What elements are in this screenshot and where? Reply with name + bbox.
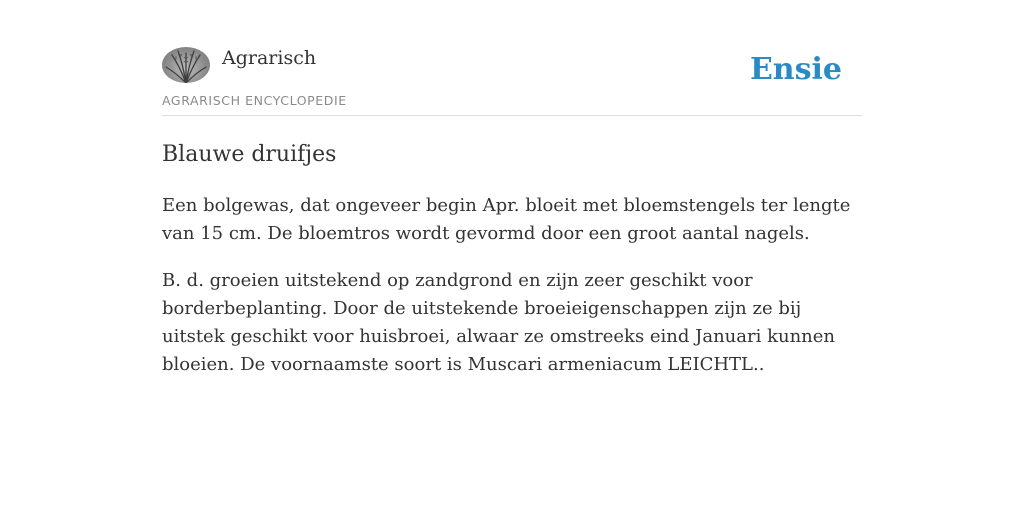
paragraph: Een bolgewas, dat ongeveer begin Apr. bloeit met bloemstengels ter lengte van 15 cm. De bloemtros wordt gevormd door een groot aantal nagels. bbox=[162, 195, 851, 244]
page-container bbox=[162, 0, 862, 375]
paragraph: B. d. groeien uitstekend op zandgrond en zijn zeer geschikt voor borderbeplanting. Door de uitstekende broeieigenschappen zijn ze bij uitstek geschikt voor huisbroei, alwaar ze omstreeks eind Januari kunnen bloeien. De voornaamste soort is Muscari armeniacum LEICHTL.. bbox=[162, 270, 836, 375]
page-title: Blauwe druifjes bbox=[162, 142, 337, 167]
category-link[interactable]: Agrarisch bbox=[222, 47, 317, 69]
subtitle: AGRARISCH ENCYCLOPEDIE bbox=[162, 93, 347, 108]
brand-logo[interactable]: Ensie bbox=[749, 52, 842, 87]
header bbox=[162, 0, 862, 116]
wheat-image-icon[interactable] bbox=[162, 47, 210, 83]
article-body bbox=[162, 192, 862, 398]
